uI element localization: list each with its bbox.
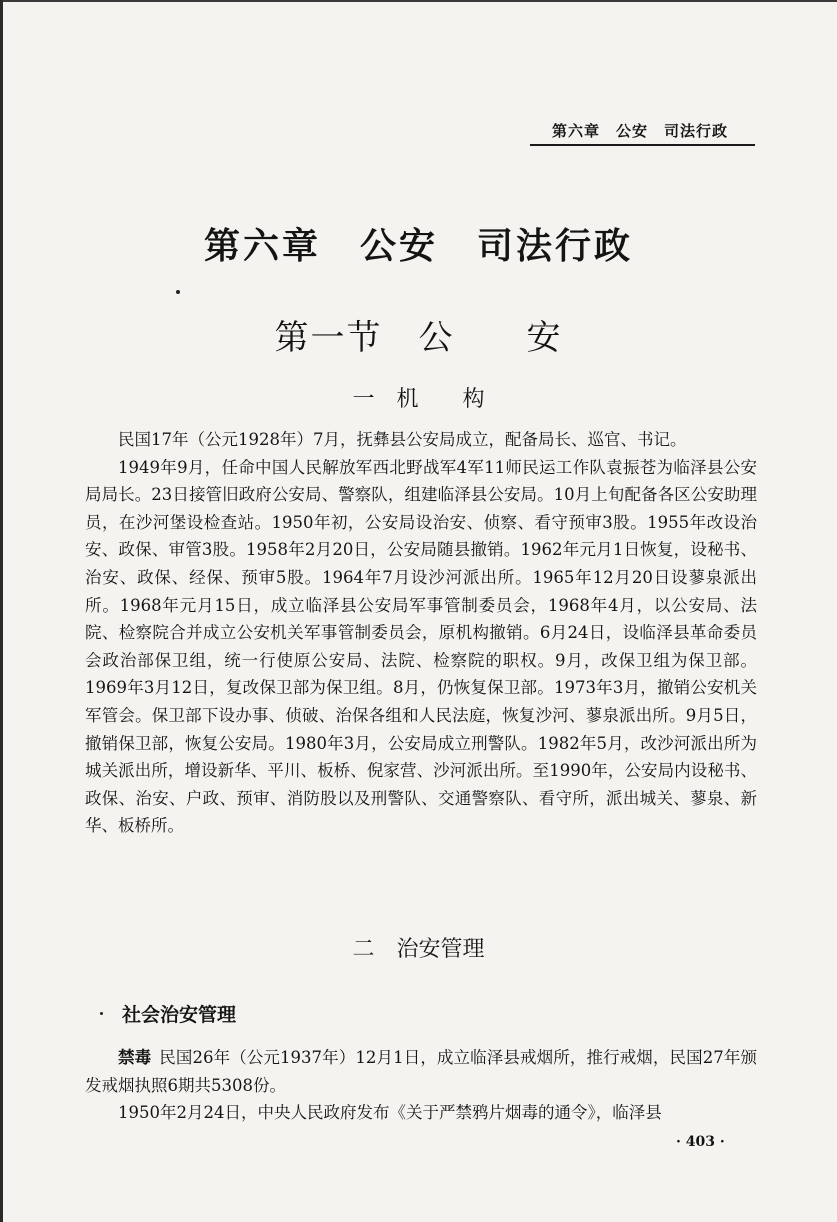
body-text-security (85, 1044, 757, 1127)
page-number: · 403 · (676, 1134, 725, 1150)
scan-top-edge (0, 0, 837, 2)
term-label: 禁毒 (118, 1048, 152, 1067)
scan-speck (100, 1012, 103, 1015)
paragraph-text: 民国26年（公元1937年）12月1日，成立临泽县戒烟所，推行戒烟，民国27年颁发戒烟执照6期共5308份。 (85, 1048, 757, 1095)
paragraph: 民国17年（公元1928年）7月，抚彝县公安局成立，配备局长、巡官、书记。 (118, 430, 687, 449)
body-text-organization (85, 426, 757, 840)
section-title: 第一节 公 安 (274, 318, 563, 358)
scan-speck (176, 290, 180, 294)
paragraph (85, 1044, 757, 1099)
paragraph: 1949年9月，任命中国人民解放军西北野战军4军11师民运工作队袁振苍为临泽县公安局局长。23日接管旧政府公安局、警察队，组建临泽县公安局。10月上旬配备各区公安助理员，在沙河堡设检查站。1950年初，公安局设治安、侦察、看守预审3股。1955年改设治安、政保、审管3股。1958年2月20日，公安局随县撤销。1962年元月1日恢复，设秘书、治安、政保、经保、预审5股。1964年7月设沙河派出所。1965年12月20日设蓼泉派出所。1968年元月15日，成立临泽县公安局军事管制委员会，1968年4月，以公安局、法院、检察院合并成立公安机关军事管制委员会，原机构撤销。6月24日，设临泽县革命委员会政治部保卫组，统一行使原公安局、法院、检察院的职权。9月，改保卫组为保卫部。1969年3月12日，复改保卫部为保卫组。8月，仍恢复保卫部。1973年3月，撤销公安机关军管会。保卫部下设办事、侦破、治保各组和人民法庭，恢复沙河、蓼泉派出所。9月5日，撤销保卫部，恢复公安局。1980年3月，公安局成立刑警队。1982年5月，改沙河派出所为城关派出所，增设新华、平川、板桥、倪家营、沙河派出所。至1990年，公安局内设秘书、政保、治安、户政、预审、消防股以及刑警队、交通警察队、看守所，派出城关、蓼泉、新华、板桥所。 (85, 457, 757, 836)
header-rule (530, 144, 755, 146)
chapter-title: 第六章 公安 司法行政 (203, 225, 633, 267)
subsection-title-security: 二 治安管理 (352, 937, 485, 962)
running-header: 第六章 公安 司法行政 (552, 122, 729, 140)
topic-heading: 社会治安管理 (122, 1004, 237, 1026)
subsection-title-organization: 一 机 构 (352, 387, 485, 412)
paragraph: 1950年2月24日，中央人民政府发布《关于严禁鸦片烟毒的通令》，临泽县 (118, 1103, 662, 1123)
scan-left-edge (0, 0, 3, 1222)
